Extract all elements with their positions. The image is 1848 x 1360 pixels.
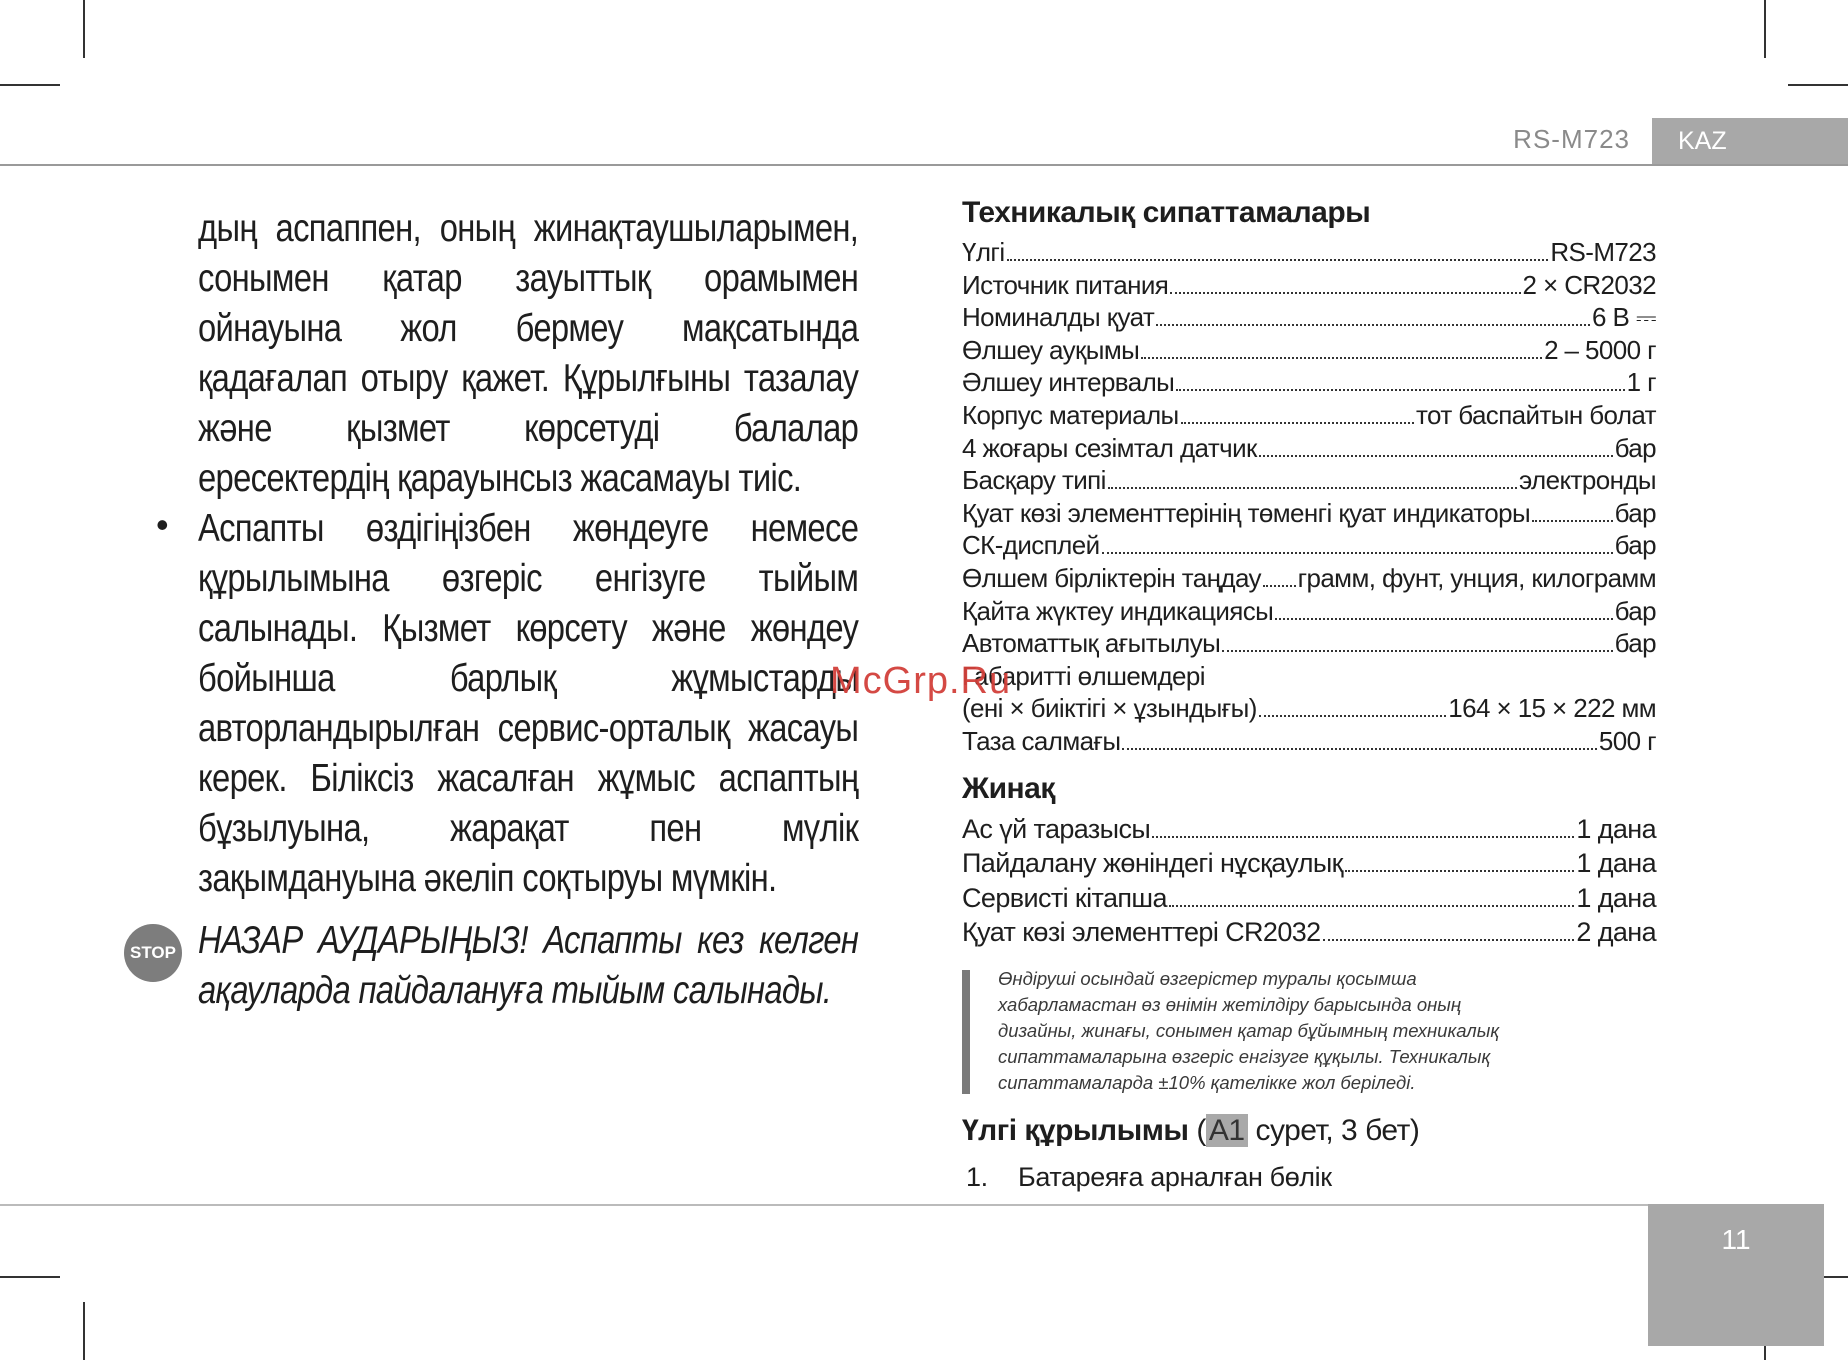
row-key: Автоматтық ағытылуы xyxy=(962,628,1221,659)
row-key: Қуат көзі элементтерінің төменгі қуат индикаторы xyxy=(962,497,1531,528)
bullet-text: Аспапты өздігіңізбен жөндеуге немесе құрылымына өзгеріс енгізуге тыйым салынады. Қызмет көрсету және жөндеу бойынша барлық жұмыстарды авторландырылған сервис-орталық жасауы керек. Біліксіз жасалған жұмыс аспаптың бұзылуына, жарақат пен мүлік зақымдануына әкеліп соқтыруы мүмкін. xyxy=(198,507,859,900)
model-label: RS-M723 xyxy=(1513,124,1630,154)
row-value: 2 × CR2032 xyxy=(1522,269,1656,300)
row-value: 1 дана xyxy=(1576,848,1656,878)
list-item: 1. Батареяға арналған бөлік xyxy=(966,1161,1332,1192)
spec-row xyxy=(962,529,1656,562)
disclaimer-note xyxy=(962,966,1518,1096)
kit-title: Жинақ xyxy=(962,771,1055,805)
row-value: 1 г xyxy=(1626,367,1656,398)
row-value: бар xyxy=(1614,432,1656,463)
row-value: 1 дана xyxy=(1576,813,1656,844)
row-key: Сервисті кітапша xyxy=(962,882,1167,913)
row-key: Источник питания xyxy=(962,269,1169,300)
bullet-icon: • xyxy=(156,504,169,545)
row-key: 4 жоғары сезімтал датчик xyxy=(962,432,1257,463)
crop-mark xyxy=(0,84,60,86)
crop-mark xyxy=(83,1302,85,1360)
spec-row xyxy=(962,846,1656,881)
watermark: McGrp.Ru xyxy=(830,660,1012,702)
spec-row xyxy=(962,236,1656,269)
row-key: Басқару типі xyxy=(962,465,1106,496)
row-key: Үлгі xyxy=(962,237,1005,267)
figure-heading: Үлгі құрылымы ( A1 сурет, 3 бет) xyxy=(962,1113,1420,1147)
spec-row xyxy=(962,881,1656,916)
row-key: Ас үй таразысы xyxy=(962,813,1151,844)
spec-row: (ені × биіктігі × ұзындығы) 164 × 15 × 222 мм xyxy=(962,693,1656,724)
spec-row xyxy=(962,497,1656,530)
left-column xyxy=(130,204,859,1016)
row-value: грамм, фунт, унция, килограмм xyxy=(1297,562,1656,593)
row-key: Өлшем бірліктерін таңдау xyxy=(962,562,1261,593)
row-value: бар xyxy=(1614,530,1656,561)
row-value: 6 В ⎓ xyxy=(1592,302,1656,333)
row-key: Өлшеу ауқымы xyxy=(962,334,1140,365)
crop-mark xyxy=(83,0,85,58)
note-bar xyxy=(962,970,970,1094)
row-key: Номиналды қуат xyxy=(962,302,1155,333)
spec-row xyxy=(962,366,1656,399)
spec-row xyxy=(962,269,1656,302)
stop-icon: STOP xyxy=(124,924,182,982)
row-key: Қайта жүктеу индикациясы xyxy=(962,595,1274,626)
spec-row xyxy=(962,595,1656,628)
specs-list xyxy=(962,236,1656,660)
spec-row: Таза салмағы 500 г xyxy=(962,725,1656,756)
spec-row xyxy=(962,627,1656,660)
row-key: Корпус материалы xyxy=(962,399,1179,430)
crop-mark xyxy=(1764,0,1766,58)
specs-title: Техникалық сипаттамалары xyxy=(962,196,1371,229)
spec-row xyxy=(962,562,1656,595)
row-value: 1 дана xyxy=(1576,882,1656,913)
row-value: электронды xyxy=(1518,465,1656,496)
row-key: Қуат көзі элементтері CR2032 xyxy=(962,917,1321,947)
warning-block xyxy=(130,916,859,1016)
warning-text: НАЗАР АУДАРЫҢЫЗ! Аспапты кез келген ақауларда пайдалануға тыйым салынады. xyxy=(198,919,859,1012)
row-value: RS-M723 xyxy=(1550,237,1656,267)
bullet-item xyxy=(156,504,859,904)
spec-row xyxy=(962,464,1656,497)
row-value: 2 – 5000 г xyxy=(1544,334,1656,365)
figure-ref-badge: A1 xyxy=(1206,1114,1248,1147)
right-column xyxy=(962,196,1656,1193)
row-key: Пайдалану жөніндегі нұсқаулық xyxy=(962,848,1343,878)
safety-paragraph: дың аспаппен, оның жинақтаушыларымен, сонымен қатар зауыттық орамымен ойнауына жол бермеу мақсатында қадағалап отыру қажет. Құрылғыны тазалау және қызмет көрсетуді балалар ересектердің қарауынсыз жасамауы тиіс. xyxy=(198,207,859,500)
note-text: Өндіруші осындай өзгерістер туралы қосымша хабарламастан өз өнімін жетілдіру барысында оның дизайны, жинағы, сонымен қатар бұйымның техникалық сипаттамаларына өзгеріс енгізуге құқылы. Техникалық сипаттамаларда ±10% қателікке жол беріледі. xyxy=(998,967,1500,1093)
row-value: бар xyxy=(1614,628,1656,659)
spec-row xyxy=(962,399,1656,432)
spec-row xyxy=(962,915,1656,950)
language-tab: KAZ xyxy=(1652,118,1848,164)
kit-section xyxy=(962,772,1656,950)
crop-mark xyxy=(0,1276,60,1278)
row-value: тот баспайтын болат xyxy=(1416,399,1656,430)
row-value: 2 дана xyxy=(1576,917,1656,947)
spec-row xyxy=(962,301,1656,334)
row-key: СК-дисплей xyxy=(962,530,1100,561)
dims-label: Габаритті өлшемдері xyxy=(962,660,1205,691)
row-value: бар xyxy=(1614,595,1656,626)
kit-list xyxy=(962,812,1656,950)
footer-rule xyxy=(0,1204,1648,1206)
crop-mark xyxy=(1788,84,1848,86)
spec-row xyxy=(962,432,1656,465)
header-rule xyxy=(0,164,1848,166)
page-number: 11 xyxy=(1648,1204,1824,1346)
row-key: Әлшеу интервалы xyxy=(962,367,1175,398)
figure-title: Үлгі құрылымы xyxy=(962,1113,1189,1147)
row-value: бар xyxy=(1614,497,1656,528)
spec-row xyxy=(962,812,1656,847)
spec-row xyxy=(962,334,1656,367)
